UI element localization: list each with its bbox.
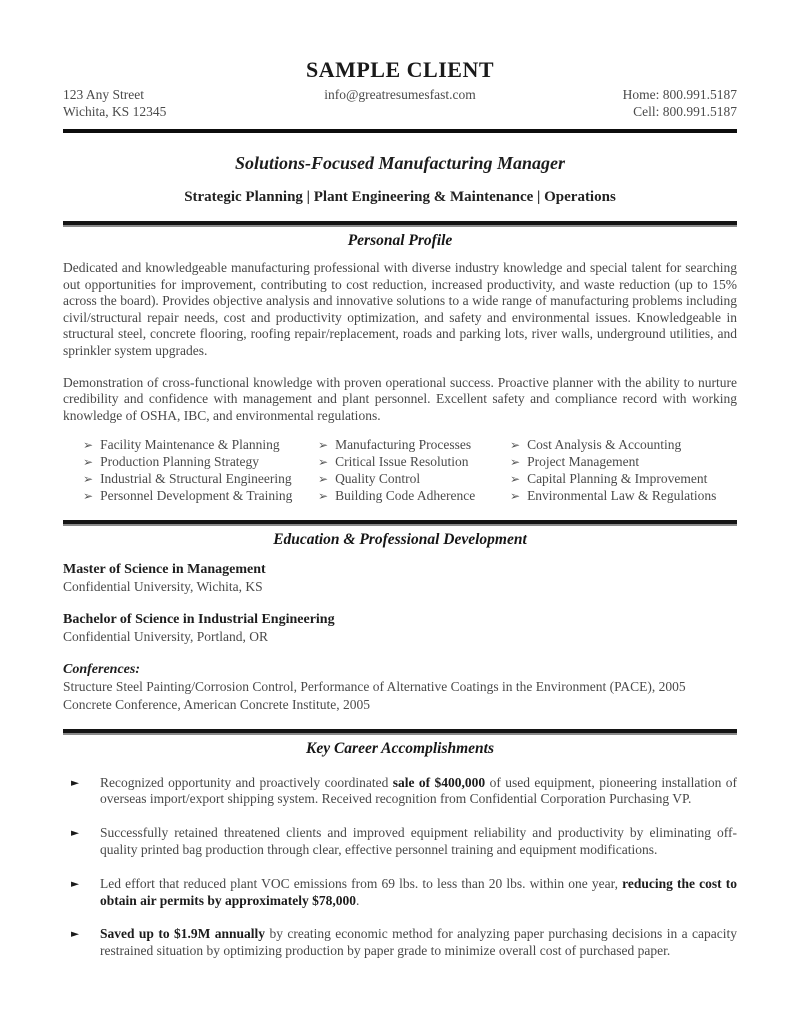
skill-item: [318, 488, 510, 505]
accomplishment-text: [100, 926, 737, 960]
skill-label: Critical Issue Resolution: [335, 454, 469, 470]
skills-list: [63, 437, 737, 504]
resume-headline: Solutions-Focused Manufacturing Manager: [234, 153, 566, 173]
skill-item: [510, 488, 737, 505]
accomplishment-text-pre: Recognized opportunity and proactively coordinated: [100, 774, 393, 790]
section-divider: [63, 520, 737, 526]
section-title-personal-profile: Personal Profile: [347, 232, 453, 249]
triangle-bullet-icon: ►: [71, 877, 80, 890]
accomplishment-text-post: by creating economic method for analyzing paper purchasing decisions in a capacity restrained situation by optimizing production by paper grade to minimize overall cost of purchased paper.: [100, 926, 737, 959]
arrow-bullet-icon: ➢: [83, 471, 94, 486]
accomplishment-item: [63, 775, 737, 809]
accomplishment-text-post: of used equipment, pioneering installation of overseas import/export shipping system. Received recognition from Confidential Corporation Purchasing VP.: [100, 774, 737, 807]
skill-item: [83, 488, 318, 505]
arrow-bullet-icon: ➢: [510, 438, 521, 453]
triangle-bullet-icon: ►: [71, 827, 80, 840]
arrow-bullet-icon: ➢: [318, 488, 329, 503]
header-divider: [63, 129, 737, 133]
accomplishment-text: [100, 775, 737, 809]
section-divider: [63, 729, 737, 735]
skills-column-1: [83, 437, 318, 504]
skill-label: Cost Analysis & Accounting: [527, 437, 682, 453]
contact-address: [63, 86, 280, 120]
accomplishment-text: [100, 825, 737, 859]
accomplishment-text-pre: Led effort that reduced plant VOC emissions from 69 lbs. to less than 20 lbs. within one year,: [100, 875, 623, 891]
arrow-bullet-icon: ➢: [318, 471, 329, 486]
skill-label: Capital Planning & Improvement: [527, 470, 708, 486]
arrow-bullet-icon: ➢: [83, 438, 94, 453]
skills-column-3: [510, 437, 737, 504]
section-title-education: Education & Professional Development: [273, 530, 527, 548]
degree-title: Bachelor of Science in Industrial Engineering: [63, 611, 335, 627]
skill-label: Quality Control: [335, 470, 421, 486]
skill-label: Industrial & Structural Engineering: [100, 470, 292, 486]
contact-row: [63, 86, 737, 120]
accomplishment-item: [63, 825, 737, 859]
arrow-bullet-icon: ➢: [318, 455, 329, 470]
accomplishment-text-bold: reducing the cost to obtain air permits by approximately $78,000: [100, 875, 737, 908]
skill-label: Manufacturing Processes: [335, 437, 472, 453]
triangle-bullet-icon: ►: [71, 776, 80, 789]
skill-label: Production Planning Strategy: [100, 454, 260, 470]
accomplishment-text-post: .: [356, 892, 360, 908]
arrow-bullet-icon: ➢: [83, 488, 94, 503]
accomplishment-text-bold: Saved up to $1.9M annually: [100, 926, 266, 942]
degree-title: Master of Science in Management: [63, 561, 266, 577]
contact-phones: [520, 86, 737, 120]
section-divider: [63, 221, 737, 227]
skills-column-2: [318, 437, 510, 504]
profile-paragraph-1: Dedicated and knowledgeable manufacturing professional with diverse industry knowledge and special talent for searching out opportunities for improvement, contributing to cost reduction, increased productivity, and waste reduction (up to 15% across the board). Provides objective analysis and innovative solutions to a wide range of manufacturing problems including civil/structural repair needs, cost and productivity optimization, and safety and environmental issues. Knowledgeable in structural steel, concrete flooring, roofing repair/replacement, roads and parking lots, river walls, underground utilities, and sprinkler system upgrades.: [63, 260, 737, 358]
arrow-bullet-icon: ➢: [318, 438, 329, 453]
skill-item: [318, 471, 510, 488]
phone-home: Home: 800.991.5187: [622, 87, 737, 102]
contact-email: info@greatresumesfast.com: [324, 87, 476, 102]
accomplishment-text-bold: sale of $400,000: [392, 774, 486, 790]
skill-label: Environmental Law & Regulations: [527, 487, 717, 503]
accomplishment-text-pre: Successfully retained threatened clients and improved equipment reliability and productivity by eliminating off-quality printed bag production through clear, effective personnel training and equipment modifications.: [100, 825, 737, 857]
accomplishment-item: [63, 926, 737, 960]
conference-entry: Concrete Conference, American Concrete Institute, 2005: [63, 696, 371, 712]
phone-cell: Cell: 800.991.5187: [633, 104, 737, 119]
arrow-bullet-icon: ➢: [510, 488, 521, 503]
profile-paragraph-2: Demonstration of cross-functional knowledge with proven operational success. Proactive planner with the ability to nurture credibility and confidence with management and plant personnel. Excellent safety and compliance record with working knowledge of OSHA, IBC, and environmental regulations.: [63, 374, 737, 423]
skill-label: Personnel Development & Training: [100, 487, 293, 503]
skill-item: [83, 437, 318, 454]
triangle-bullet-icon: ►: [71, 928, 80, 941]
accomplishment-item: [63, 876, 737, 910]
skill-label: Project Management: [527, 454, 640, 470]
skill-label: Facility Maintenance & Planning: [100, 437, 280, 453]
arrow-bullet-icon: ➢: [510, 471, 521, 486]
conference-entry: Structure Steel Painting/Corrosion Control, Performance of Alternative Coatings in the Environment (PACE), 2005: [63, 678, 686, 694]
skill-item: [510, 437, 737, 454]
page-title: SAMPLE CLIENT: [305, 57, 495, 82]
accomplishment-text: [100, 876, 737, 910]
skill-item: [83, 471, 318, 488]
skill-item: [83, 454, 318, 471]
section-title-accomplishments: Key Career Accomplishments: [306, 739, 494, 757]
degree-school: Confidential University, Portland, OR: [63, 628, 268, 644]
degree-school: Confidential University, Wichita, KS: [63, 578, 263, 594]
arrow-bullet-icon: ➢: [510, 455, 521, 470]
resume-page: [0, 57, 800, 1035]
skill-item: [510, 454, 737, 471]
skill-item: [318, 437, 510, 454]
resume-subheadline: Strategic Planning | Plant Engineering & Maintenance | Operations: [184, 189, 616, 205]
skill-item: [510, 471, 737, 488]
arrow-bullet-icon: ➢: [83, 455, 94, 470]
address-line-2: Wichita, KS 12345: [63, 104, 167, 119]
conferences-label: Conferences:: [63, 661, 140, 677]
address-line-1: 123 Any Street: [63, 87, 144, 102]
skill-label: Building Code Adherence: [335, 487, 476, 503]
skill-item: [318, 454, 510, 471]
